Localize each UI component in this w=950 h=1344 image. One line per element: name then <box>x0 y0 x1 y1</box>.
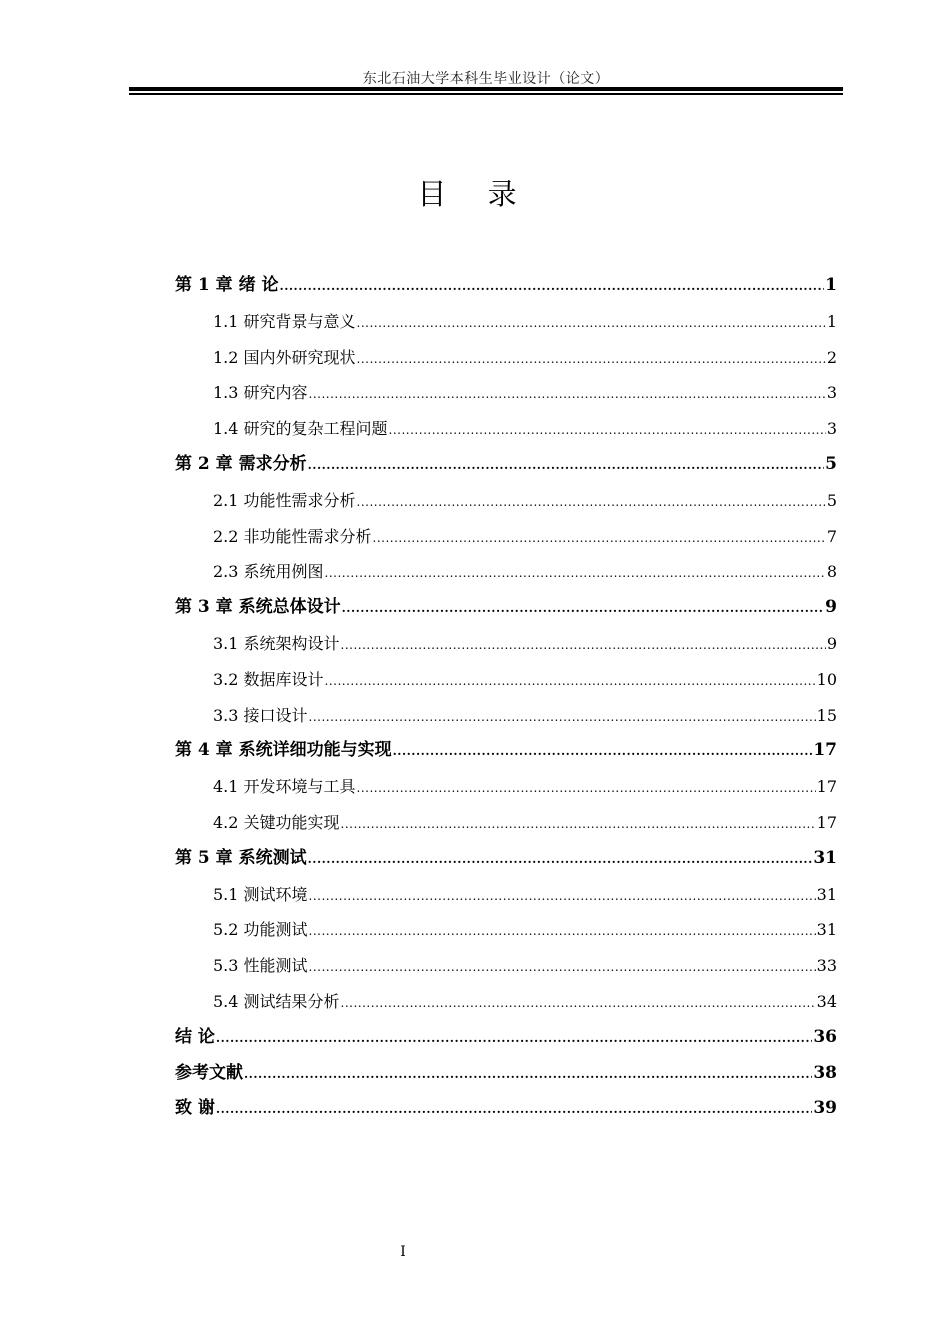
toc-entry-page: 31 <box>816 920 837 940</box>
toc-chapter-entry[interactable] <box>175 447 837 483</box>
toc-dot-leader <box>342 591 825 626</box>
toc-section-entry[interactable] <box>175 948 837 984</box>
toc-entry-page: 31 <box>813 847 837 868</box>
toc-chapter-entry[interactable] <box>175 733 837 769</box>
toc-dot-leader <box>325 664 816 698</box>
header-rule-thin <box>129 93 843 95</box>
toc-entry-label: 致 谢 <box>175 1098 215 1119</box>
toc-entry-page: 9 <box>825 597 837 618</box>
toc-entry-page: 9 <box>826 633 837 653</box>
toc-entry-label: 参考文献 <box>175 1062 243 1083</box>
toc-dot-leader <box>341 628 826 662</box>
toc-entry-label: 1.4 研究的复杂工程问题 <box>213 419 388 439</box>
toc-section-entry[interactable] <box>175 554 837 590</box>
toc-section-entry[interactable] <box>175 698 837 734</box>
toc-entry-label: 第 5 章 系统测试 <box>175 847 307 868</box>
toc-section-entry[interactable] <box>175 411 837 447</box>
toc-entry-label: 第 1 章 绪 论 <box>175 275 279 295</box>
toc-title: 目 录 <box>417 177 533 211</box>
toc-entry-page: 39 <box>813 1098 837 1119</box>
toc-dot-leader <box>216 1092 812 1127</box>
toc-section-entry[interactable] <box>175 375 837 411</box>
toc-entry-label: 5.1 测试环境 <box>213 884 308 904</box>
toc-section-entry[interactable] <box>175 483 837 519</box>
toc-dot-leader <box>357 771 816 805</box>
toc-section-entry[interactable] <box>175 984 837 1020</box>
toc-entry-label: 5.4 测试结果分析 <box>213 991 340 1011</box>
header-rule-thick <box>129 87 843 91</box>
toc-dot-leader <box>373 521 826 555</box>
toc-entry-label: 3.3 接口设计 <box>213 705 308 725</box>
toc-entry-label: 3.1 系统架构设计 <box>213 633 340 653</box>
toc-entry-label: 2.3 系统用例图 <box>213 562 324 582</box>
toc-dot-leader <box>341 807 816 841</box>
toc-entry-label: 2.2 非功能性需求分析 <box>213 526 372 546</box>
toc-entry-label: 1.3 研究内容 <box>213 383 308 403</box>
toc-entry-page: 33 <box>816 956 837 976</box>
toc-dot-leader <box>325 556 826 590</box>
toc-entry-label: 4.2 关键功能实现 <box>213 812 340 832</box>
toc-entry-page: 5 <box>826 490 837 510</box>
toc-entry-label: 5.3 性能测试 <box>213 956 308 976</box>
toc-dot-leader <box>244 1057 812 1092</box>
toc-entry-label: 1.2 国内外研究现状 <box>213 347 356 367</box>
running-header: 东北石油大学本科生毕业设计（论文） <box>362 71 610 87</box>
toc-section-entry[interactable] <box>175 805 837 841</box>
toc-dot-leader <box>309 700 816 734</box>
toc-entry-page: 17 <box>816 812 837 832</box>
toc-section-entry[interactable] <box>175 519 837 555</box>
toc-section-entry[interactable] <box>175 340 837 376</box>
toc-dot-leader <box>309 950 816 984</box>
toc-dot-leader <box>357 485 826 519</box>
page-number: I <box>400 1244 406 1260</box>
toc-chapter-entry[interactable] <box>175 1056 837 1092</box>
toc-chapter-entry[interactable] <box>175 1020 837 1056</box>
toc-entry-page: 3 <box>826 419 837 439</box>
toc-dot-leader <box>389 413 826 447</box>
toc-dot-leader <box>357 306 826 340</box>
toc-entry-page: 1 <box>826 311 837 331</box>
toc-dot-leader <box>308 448 825 483</box>
toc-entry-page: 36 <box>813 1026 837 1047</box>
toc-entry-label: 5.2 功能测试 <box>213 920 308 940</box>
toc-entry-page: 5 <box>825 453 837 474</box>
toc-section-entry[interactable] <box>175 877 837 913</box>
toc-dot-leader <box>309 914 816 948</box>
toc-entry-page: 17 <box>813 740 837 761</box>
toc-entry-page: 15 <box>816 705 837 725</box>
toc-chapter-entry[interactable] <box>175 590 837 626</box>
toc-section-entry[interactable] <box>175 304 837 340</box>
toc-entry-page: 7 <box>826 526 837 546</box>
toc-entry-page: 34 <box>816 991 837 1011</box>
toc-chapter-entry[interactable] <box>175 268 837 304</box>
toc-dot-leader <box>341 986 816 1020</box>
toc-entry-label: 第 2 章 需求分析 <box>175 453 307 474</box>
toc-section-entry[interactable] <box>175 626 837 662</box>
toc-dot-leader <box>280 269 825 304</box>
toc-entry-label: 第 3 章 系统总体设计 <box>175 597 341 618</box>
toc-entry-label: 第 4 章 系统详细功能与实现 <box>175 740 392 761</box>
toc-section-entry[interactable] <box>175 912 837 948</box>
toc-dot-leader <box>308 842 813 877</box>
toc-section-entry[interactable] <box>175 662 837 698</box>
toc-entry-page: 3 <box>826 383 837 403</box>
toc-section-entry[interactable] <box>175 769 837 805</box>
toc-entry-label: 1.1 研究背景与意义 <box>213 311 356 331</box>
toc-entry-page: 17 <box>816 777 837 797</box>
table-of-contents <box>175 268 837 1127</box>
toc-chapter-entry[interactable] <box>175 1091 837 1127</box>
toc-chapter-entry[interactable] <box>175 841 837 877</box>
toc-entry-label: 2.1 功能性需求分析 <box>213 490 356 510</box>
toc-entry-page: 10 <box>816 669 837 689</box>
toc-entry-page: 8 <box>826 562 837 582</box>
toc-entry-label: 4.1 开发环境与工具 <box>213 777 356 797</box>
toc-entry-label: 3.2 数据库设计 <box>213 669 324 689</box>
toc-dot-leader <box>309 879 816 913</box>
toc-dot-leader <box>357 342 826 376</box>
toc-entry-page: 1 <box>825 275 837 295</box>
toc-dot-leader <box>309 377 826 411</box>
toc-dot-leader <box>393 734 813 769</box>
toc-entry-label: 结 论 <box>175 1026 215 1047</box>
toc-entry-page: 31 <box>816 884 837 904</box>
toc-entry-page: 38 <box>813 1062 837 1083</box>
toc-entry-page: 2 <box>826 347 837 367</box>
toc-dot-leader <box>216 1021 812 1056</box>
